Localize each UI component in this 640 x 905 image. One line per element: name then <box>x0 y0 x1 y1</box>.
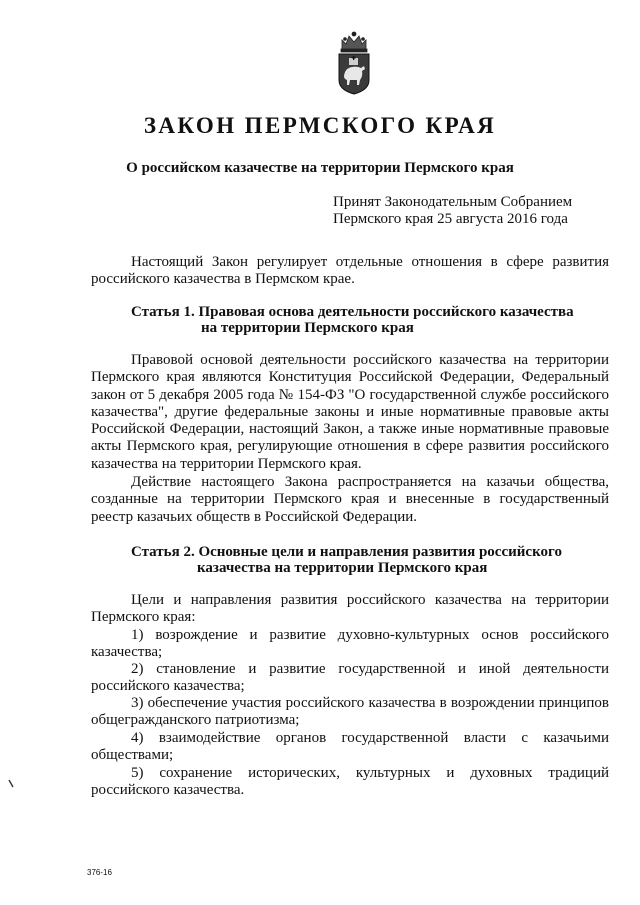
article-1-heading-line-2: на территории Пермского края <box>201 320 414 336</box>
adoption-line-2: Пермского края 25 августа 2016 года <box>333 211 568 227</box>
article-2-heading-line-2: казачества на территории Пермского края <box>197 560 488 576</box>
article-1-paragraph-1 <box>91 352 609 473</box>
list-item-text: 5) сохранение исторических, культурных и духовных традиций российского казачества. <box>91 765 609 799</box>
adoption-line-1: Принят Законодательным Собранием <box>333 194 573 210</box>
law-subtitle: О российском казачестве на территории Пермского края <box>126 160 514 176</box>
article-2-heading-line-1: Статья 2. Основные цели и направления развития российского <box>131 544 562 560</box>
document-number: 376-16 <box>87 868 112 877</box>
list-item <box>91 627 609 662</box>
list-item-text: 3) обеспечение участия российского казачества в возрождении принципов общегражданского патриотизма; <box>91 695 609 729</box>
adoption-note <box>333 194 572 228</box>
article-1-heading <box>131 304 574 336</box>
article-2-intro-text: Цели и направления развития российского казачества на территории Пермского края: <box>91 592 609 626</box>
article-1-text-1: Правовой основой деятельности российского казачества на территории Пермского края являются Конституция Российской Федерации, Федеральный закон от 5 декабря 2005 года № 154-ФЗ "О государственной службе российского казачества", другие федеральные законы и иные нормативные правовые акты Российской Федерации, настоящий Закон, а также иные нормативные правовые акты Пермского края, регулирующие отношения в сфере развития российского казачества на территории Пермского края. <box>91 352 609 472</box>
article-1-heading-line-1: Статья 1. Правовая основа деятельности российского казачества <box>131 304 574 320</box>
list-item-text: 1) возрождение и развитие духовно-культурных основ российского казачества; <box>91 627 609 661</box>
list-item-text: 2) становление и развитие государственной и иной деятельности российского казачества; <box>91 661 609 695</box>
coat-of-arms-emblem <box>333 30 375 96</box>
list-item <box>91 765 609 800</box>
article-2-intro <box>91 592 609 627</box>
list-item <box>91 695 609 730</box>
article-2-heading <box>131 544 562 576</box>
list-item-text: 4) взаимодействие органов государственной власти с казачьими обществами; <box>91 730 609 764</box>
article-1-text-2: Действие настоящего Закона распространяется на казачьи общества, созданные на территории Пермского края и внесенные в государственный реестр казачьих обществ в Российской Федерации. <box>91 474 609 525</box>
article-1-paragraph-2 <box>91 474 609 526</box>
scan-mark <box>8 779 14 788</box>
list-item <box>91 661 609 696</box>
crown-icon <box>341 32 367 52</box>
list-item <box>91 730 609 765</box>
law-title: ЗАКОН ПЕРМСКОГО КРАЯ <box>143 113 497 138</box>
preamble-text: Настоящий Закон регулирует отдельные отношения в сфере развития российского казачества в Пермском крае. <box>91 254 609 288</box>
preamble-paragraph <box>91 254 609 289</box>
